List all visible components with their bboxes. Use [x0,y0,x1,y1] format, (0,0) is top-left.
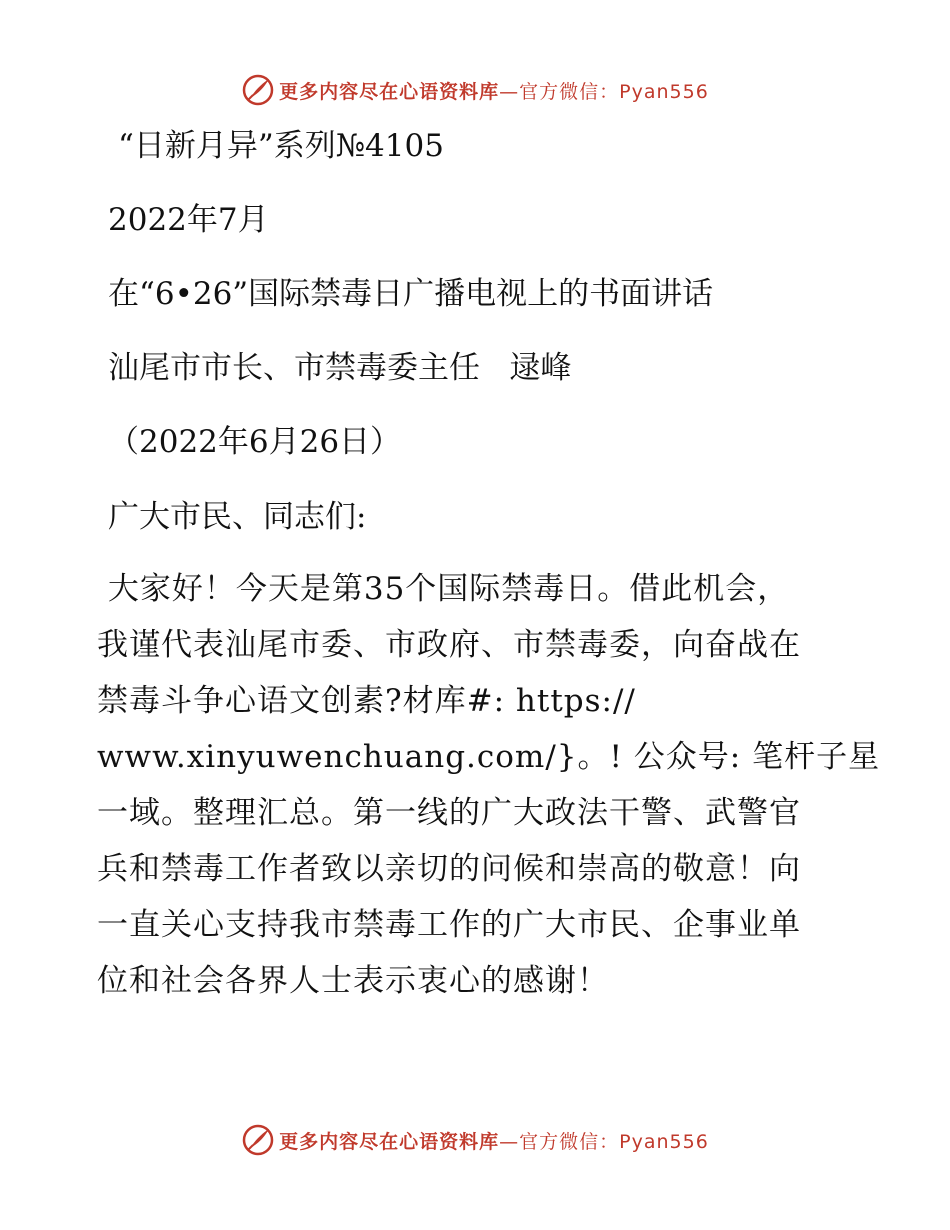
series-line: “日新月异”系列№4105 [118,128,444,164]
speech-date: （2022年6月26日） [108,424,402,460]
author-line: 汕尾市市长、市禁毒委主任 逯峰 [108,350,572,386]
date-line: 2022年7月 [108,202,269,238]
salutation: 广大市民、同志们: [108,499,367,535]
body-line: 一域。整理汇总。第一线的广大政法干警、武警官 [97,795,801,831]
header-banner[interactable] [0,70,950,110]
feather-pen-logo-icon [241,1123,275,1157]
banner-text [279,1127,709,1154]
body-line: 位和社会各界人士表示衷心的感谢！ [97,963,609,999]
banner-dash: — [499,1130,520,1153]
body-line: 兵和禁毒工作者致以亲切的问候和崇高的敬意！向 [97,851,801,887]
body-line: 大家好！今天是第35个国际禁毒日。借此机会， [97,571,790,607]
banner-main: 更多内容尽在心语资料库 [279,80,500,103]
banner-text [279,77,709,104]
banner-dash: — [499,80,520,103]
body-line: 禁毒斗争心语文创素?材库#: https:// [97,683,636,719]
body-paragraph [97,561,881,1009]
banner-contact: 官方微信：Pyan556 [519,80,709,103]
banner-main: 更多内容尽在心语资料库 [279,1130,500,1153]
footer-banner[interactable] [0,1120,950,1160]
body-line: 我谨代表汕尾市委、市政府、市禁毒委，向奋战在 [97,627,801,663]
body-line: www.xinyuwenchuang.com/}。! 公众号: 笔杆子星 [97,739,881,775]
feather-pen-logo-icon [241,73,275,107]
speech-title: 在“6•26”国际禁毒日广播电视上的书面讲话 [108,276,714,312]
banner-contact: 官方微信：Pyan556 [519,1130,709,1153]
body-line: 一直关心支持我市禁毒工作的广大市民、企事业单 [97,907,801,943]
